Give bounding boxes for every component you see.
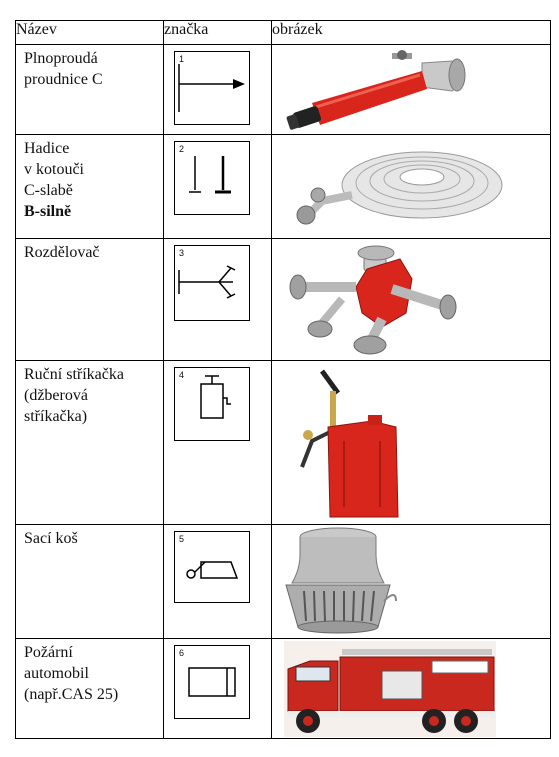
table-row (16, 239, 551, 361)
name-line: Sací koš (24, 530, 78, 547)
splitter-symbol-icon (174, 245, 250, 321)
fire-truck-image-icon (272, 639, 551, 739)
header-row (16, 21, 551, 45)
sign-cell (164, 525, 272, 639)
picture-cell (272, 361, 551, 525)
picture-cell (272, 45, 551, 135)
sign-cell (164, 45, 272, 135)
item-name (16, 135, 164, 239)
sign-cell (164, 361, 272, 525)
name-line: Požární (24, 644, 73, 661)
hand-pump-symbol-icon (174, 367, 250, 441)
item-name (16, 239, 164, 361)
arrow-symbol-icon (174, 51, 250, 125)
table-row (16, 639, 551, 739)
header-name: Název (16, 21, 164, 45)
nozzle-image-icon (272, 45, 551, 135)
sign-cell (164, 135, 272, 239)
name-line: stříkačka) (24, 408, 88, 425)
sign-cell (164, 639, 272, 739)
equipment-table (15, 20, 551, 739)
name-line-bold: B-silně (24, 203, 72, 220)
picture-cell (272, 135, 551, 239)
name-line: Plnoproudá (24, 50, 98, 67)
item-name (16, 45, 164, 135)
suction-basket-image-icon (272, 525, 551, 639)
item-name (16, 361, 164, 525)
name-line: Hadice (24, 140, 70, 157)
picture-cell (272, 239, 551, 361)
item-name (16, 639, 164, 739)
item-name (16, 525, 164, 639)
table-row (16, 361, 551, 525)
hose-roll-symbol-icon (174, 141, 250, 215)
symbol-number: 1 (179, 54, 185, 64)
table-row (16, 525, 551, 639)
header-picture: obrázek (272, 21, 551, 45)
table-row (16, 135, 551, 239)
name-line: automobil (24, 665, 89, 682)
hose-roll-image-icon (272, 135, 551, 239)
name-line: proudnice C (24, 71, 103, 88)
name-line: (džberová (24, 387, 88, 404)
symbol-number: 5 (179, 534, 185, 544)
name-line: C-slabě (24, 182, 73, 199)
name-line: (např.CAS 25) (24, 686, 119, 703)
sign-cell (164, 239, 272, 361)
fire-truck-symbol-icon (174, 645, 250, 719)
symbol-number: 6 (179, 648, 185, 658)
symbol-number: 4 (179, 370, 185, 380)
name-line: v kotouči (24, 161, 84, 178)
table-row (16, 45, 551, 135)
bucket-pump-image-icon (272, 361, 551, 525)
suction-basket-symbol-icon (174, 531, 250, 603)
header-sign: značka (164, 21, 272, 45)
splitter-image-icon (272, 239, 551, 361)
picture-cell (272, 525, 551, 639)
name-line: Rozdělovač (24, 244, 100, 261)
picture-cell (272, 639, 551, 739)
name-line: Ruční stříkačka (24, 366, 124, 383)
symbol-number: 2 (179, 144, 185, 154)
symbol-number: 3 (179, 248, 185, 258)
